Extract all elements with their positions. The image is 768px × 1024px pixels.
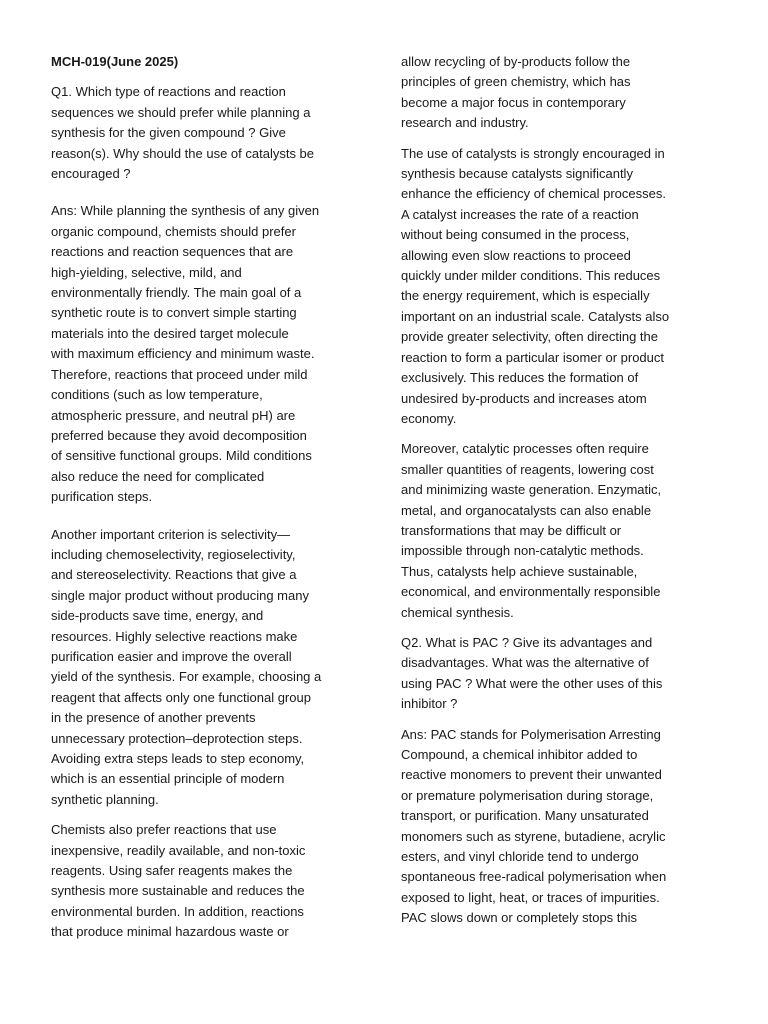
text-line: quickly under milder conditions. This reduces	[401, 268, 661, 284]
text-line: impossible through non-catalytic methods.	[401, 543, 644, 559]
text-line: Ans: While planning the synthesis of any given	[51, 203, 320, 219]
answer-1-paragraph-4	[401, 144, 693, 430]
text-line: spontaneous free-radical polymerisation when	[401, 869, 667, 885]
text-line: purification steps.	[51, 489, 153, 505]
text-line: allowing even slow reactions to proceed	[401, 247, 631, 263]
text-line: environmental burden. In addition, reactions	[51, 903, 304, 919]
answer-1-paragraph-3	[51, 820, 343, 942]
text-line: metal, and organocatalysts can also enable	[401, 502, 652, 518]
answer-1-paragraph-5	[401, 439, 693, 623]
text-line: high-yielding, selective, mild, and	[51, 264, 242, 280]
text-line: Therefore, reactions that proceed under mild	[51, 366, 308, 382]
question-2	[401, 633, 693, 715]
text-line: synthetic planning.	[51, 791, 159, 807]
text-line: and minimizing waste generation. Enzymatic,	[401, 482, 662, 498]
text-line: A catalyst increases the rate of a reaction	[401, 206, 639, 222]
text-line: reactions and reaction sequences that are	[51, 244, 294, 260]
text-line: environmentally friendly. The main goal of a	[51, 285, 302, 301]
text-line: principles of green chemistry, which has	[401, 74, 631, 90]
left-column	[51, 52, 343, 943]
document-title: MCH-019(June 2025)	[51, 54, 179, 69]
text-line: or premature polymerisation during storage,	[401, 787, 654, 803]
text-line: synthesis more sustainable and reduces the	[51, 883, 305, 899]
text-line: purification easier and improve the overall	[51, 648, 292, 664]
text-line: reagent that affects only one functional group	[51, 689, 311, 705]
text-line: with maximum efficiency and minimum waste.	[51, 346, 315, 362]
text-line: disadvantages. What was the alternative of	[401, 655, 649, 671]
text-line: transformations that may be difficult or	[401, 522, 622, 538]
text-line: exclusively. This reduces the formation of	[401, 370, 639, 386]
text-line: Moreover, catalytic processes often require	[401, 441, 649, 457]
text-line: chemical synthesis.	[401, 604, 514, 620]
text-line: encouraged ?	[51, 166, 131, 182]
text-line: undesired by-products and increases atom	[401, 390, 647, 406]
text-line: preferred because they avoid decomposition	[51, 427, 307, 443]
answer-1-paragraph-2	[51, 525, 343, 811]
text-line: inexpensive, readily available, and non-toxic	[51, 842, 306, 858]
text-line: inhibitor ?	[401, 696, 458, 712]
text-line: of sensitive functional groups. Mild conditions	[51, 448, 312, 464]
text-line: monomers such as styrene, butadiene, acrylic	[401, 828, 666, 844]
text-line: transport, or purification. Many unsaturated	[401, 808, 649, 824]
text-line: atmospheric pressure, and neutral pH) are	[51, 407, 296, 423]
text-line: organic compound, chemists should prefer	[51, 223, 296, 239]
text-line: reagents. Using safer reagents makes the	[51, 863, 293, 879]
answer-2	[401, 725, 693, 929]
text-line: in the presence of another prevents	[51, 710, 256, 726]
text-line: reactive monomers to prevent their unwanted	[401, 767, 662, 783]
text-line: also reduce the need for complicated	[51, 468, 265, 484]
text-line: the energy requirement, which is especially	[401, 288, 650, 304]
text-line: materials into the desired target molecule	[51, 325, 289, 341]
text-line: important on an industrial scale. Catalysts also	[401, 308, 670, 324]
text-line: smaller quantities of reagents, lowering cost	[401, 461, 654, 477]
text-line: that produce minimal hazardous waste or	[51, 924, 289, 940]
text-line: enhance the efficiency of chemical processes.	[401, 186, 666, 202]
text-line: unnecessary protection–deprotection steps.	[51, 730, 303, 746]
text-line: Compound, a chemical inhibitor added to	[401, 747, 638, 762]
text-line: provide greater selectivity, often directing the	[401, 329, 659, 345]
text-line: without being consumed in the process,	[401, 227, 630, 243]
text-line: conditions (such as low temperature,	[51, 387, 263, 403]
right-column	[401, 52, 693, 929]
text-line: research and industry.	[401, 115, 529, 131]
text-line: which is an essential principle of modern	[51, 771, 285, 787]
text-line: reason(s). Why should the use of catalysts be	[51, 145, 315, 161]
text-line: sequences we should prefer while planning a	[51, 104, 311, 120]
text-line: esters, and vinyl chloride tend to undergo	[401, 849, 639, 865]
answer-1-paragraph-3-continued	[401, 52, 693, 134]
text-line: economical, and environmentally responsible	[401, 584, 661, 600]
text-line: synthesis for the given compound ? Give	[51, 125, 286, 141]
text-line: allow recycling of by-products follow the	[401, 54, 631, 69]
text-line: resources. Highly selective reactions make	[51, 628, 298, 644]
text-line: economy.	[401, 410, 457, 426]
text-line: Ans: PAC stands for Polymerisation Arresting	[401, 726, 661, 742]
text-line: exposed to light, heat, or traces of impurities.	[401, 889, 660, 905]
text-line: including chemoselectivity, regioselectivity,	[51, 546, 296, 562]
text-line: become a major focus in contemporary	[401, 94, 626, 110]
text-line: The use of catalysts is strongly encouraged in	[401, 145, 665, 161]
text-line: Avoiding extra steps leads to step economy,	[51, 751, 305, 766]
text-line: Another important criterion is selectivity—	[51, 526, 291, 542]
text-line: using PAC ? What were the other uses of this	[401, 675, 663, 691]
text-line: Q1. Which type of reactions and reaction	[51, 84, 286, 100]
text-line: synthesis because catalysts significantly	[401, 166, 633, 182]
text-line: synthetic route is to convert simple starting	[51, 305, 297, 321]
text-line: Thus, catalysts help achieve sustainable,	[401, 563, 638, 579]
question-1	[51, 82, 343, 184]
text-line: PAC slows down or completely stops this	[401, 910, 638, 926]
text-line: single major product without producing many	[51, 587, 309, 603]
text-line: Q2. What is PAC ? Give its advantages and	[401, 634, 653, 650]
text-line: yield of the synthesis. For example, choosing a	[51, 669, 322, 685]
answer-1-paragraph-1	[51, 201, 343, 507]
text-line: Chemists also prefer reactions that use	[51, 822, 277, 838]
text-line: side-products save time, energy, and	[51, 608, 264, 624]
text-line: and stereoselectivity. Reactions that give a	[51, 567, 297, 583]
text-line: reaction to form a particular isomer or product	[401, 349, 664, 365]
